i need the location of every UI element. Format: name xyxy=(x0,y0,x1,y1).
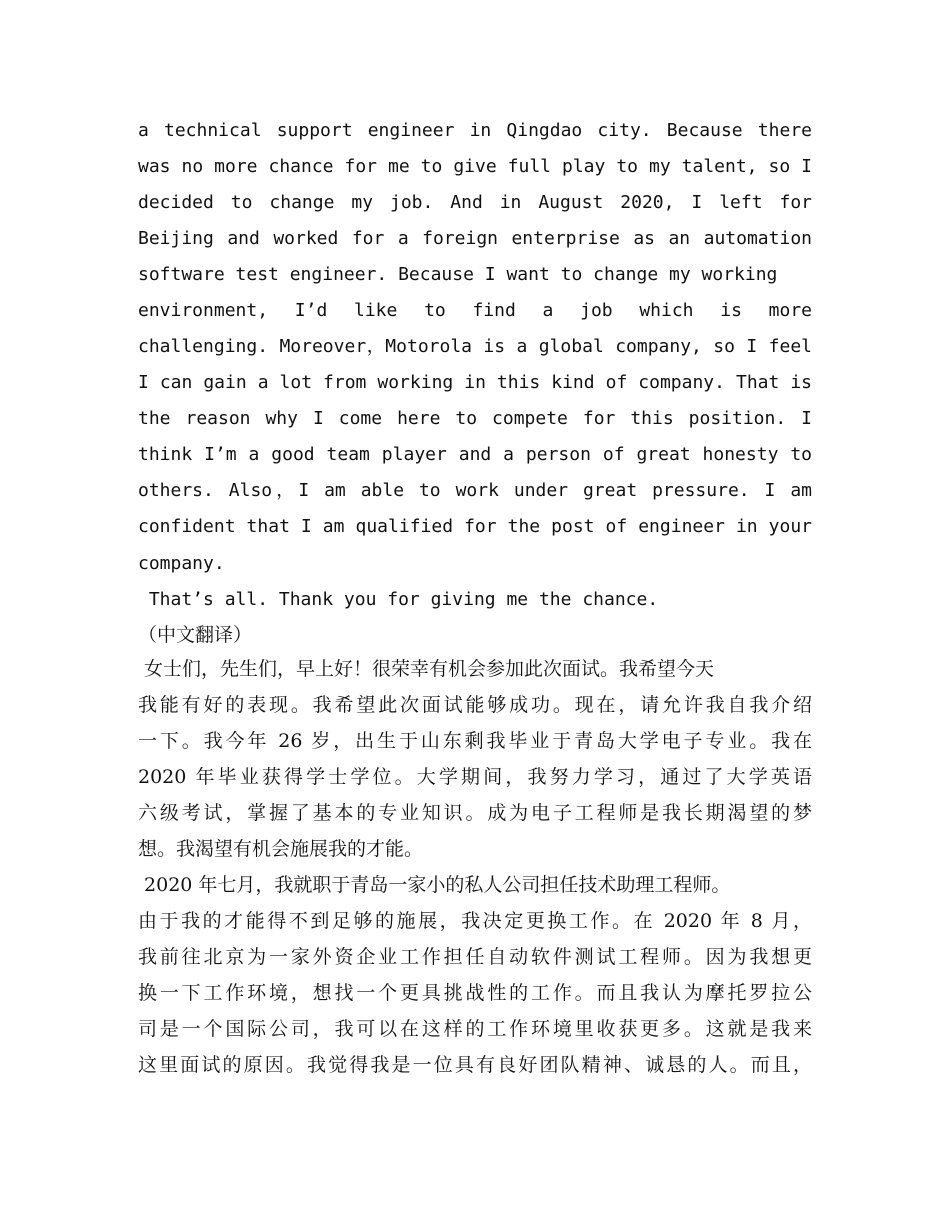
section-heading: （中文翻译） xyxy=(138,624,253,646)
text-line: environment, I’d like to find a job which is more xyxy=(138,300,812,321)
text-line: decided to change my job. And in August 2020, I left for xyxy=(138,192,812,213)
text-line: others. Also，I am able to work under great pressure. I am xyxy=(138,480,812,501)
text-line: 2020 年毕业获得学士学位。大学期间，我努力学习，通过了大学英语 xyxy=(138,766,812,788)
text-line: software test engineer. Because I want to change my working xyxy=(138,264,778,285)
text-line: think I’m a good team player and a person of great honesty to xyxy=(138,444,812,465)
text-line: was no more chance for me to give full play to my talent, so I xyxy=(138,156,812,177)
text-line: a technical support engineer in Qingdao city. Because there xyxy=(138,120,812,141)
closing-line: That’s all. Thank you for giving me the chance. xyxy=(138,589,659,610)
text-line: company. xyxy=(138,553,225,574)
text-line: 换一下工作环境，想找一个更具挑战性的工作。而且我认为摩托罗拉公 xyxy=(138,982,812,1004)
text-line: Beijing and worked for a foreign enterprise as an automation xyxy=(138,228,812,249)
text-line: 想。我渴望有机会施展我的才能。 xyxy=(138,838,424,860)
text-line: 我前往北京为一家外资企业工作担任自动软件测试工程师。因为我想更 xyxy=(138,946,812,968)
text-line: confident that I am qualified for the post of engineer in your xyxy=(138,516,812,537)
text-line: 六级考试，掌握了基本的专业知识。成为电子工程师是我长期渴望的梦 xyxy=(138,802,812,824)
text-line: challenging. Moreover，Motorola is a global company, so I feel xyxy=(138,336,812,357)
text-line: 女士们，先生们，早上好！很荣幸有机会参加此次面试。我希望今天 xyxy=(138,658,715,680)
text-line: the reason why I come here to compete for this position. I xyxy=(138,408,812,429)
text-line: I can gain a lot from working in this kind of company. That is xyxy=(138,372,812,393)
text-line: 2020 年七月，我就职于青岛一家小的私人公司担任技术助理工程师。 xyxy=(138,874,731,896)
text-line: 一下。我今年 26 岁，出生于山东剩我毕业于青岛大学电子专业。我在 xyxy=(138,730,812,752)
text-line: 司是一个国际公司，我可以在这样的工作环境里收获更多。这就是我来 xyxy=(138,1018,812,1040)
text-line: 这里面试的原因。我觉得我是一位具有良好团队精神、诚恳的人。而且， xyxy=(138,1054,812,1076)
text-line: 我能有好的表现。我希望此次面试能够成功。现在，请允许我自我介绍 xyxy=(138,694,812,716)
text-line: 由于我的才能得不到足够的施展，我决定更换工作。在 2020 年 8 月， xyxy=(138,910,812,932)
